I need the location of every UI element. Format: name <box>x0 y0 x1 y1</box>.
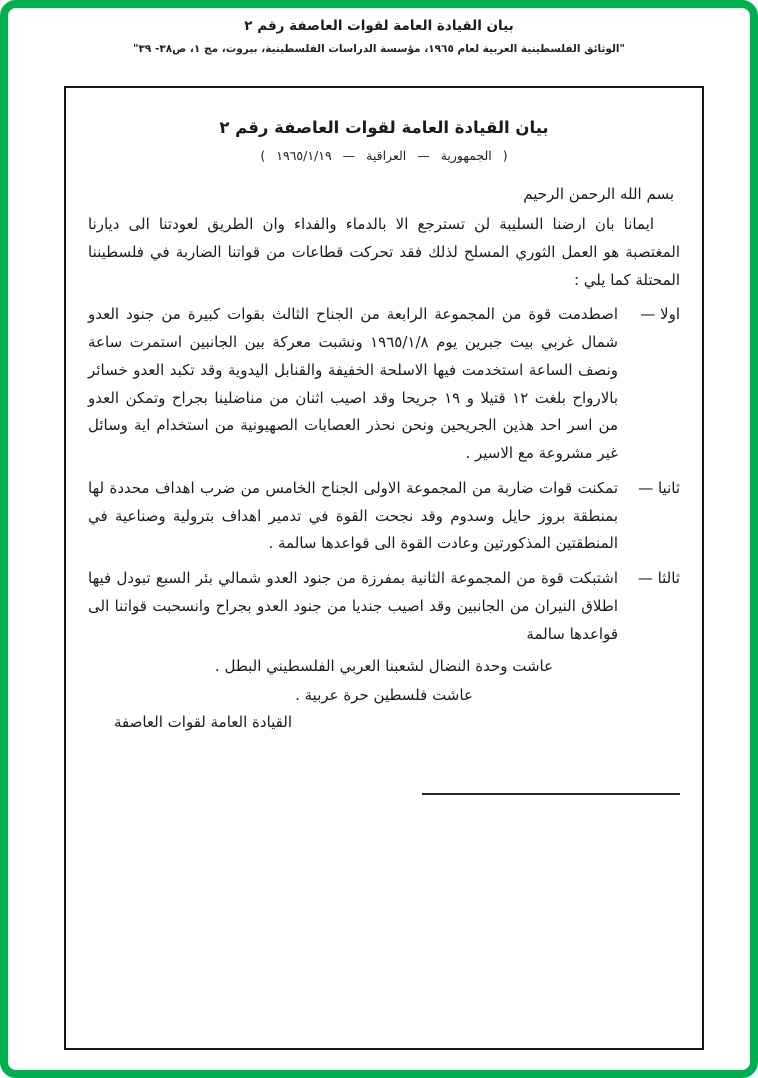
item-text: اشتبكت قوة من المجموعة الثانية بمفرزة من جنود العدو شمالي بئر السبع تبودل فيها اطلاق النيران من الجانبين وقد اصيب جنديا من جنود العدو بجراح وانسحبت قواتنا الى قواعدها سالمة <box>88 569 618 643</box>
item-label: ثانيا — <box>638 478 680 497</box>
source-citation: "الوثائق الفلسطينية العربية لعام ١٩٦٥، مؤسسة الدراسات الفلسطينية، بيروت، مج ١، ص٣٨- ٣٩" <box>132 43 625 55</box>
document-scan <box>64 86 704 1050</box>
item-label: اولا — <box>640 305 680 324</box>
signature-divider-line <box>422 793 680 795</box>
page-title: بيان القيادة العامة لقوات العاصفة رقم ٢ <box>244 18 514 34</box>
item-text: اصطدمت قوة من المجموعة الرابعة من الجناح الثالث بقوات كبيرة من جنود العدو شمال غربي بيت جبرين يوم ١٩٦٥/١/٨ ونشبت معركة بين الجانبين استمرت ساعة ونصف الساعة استخدمت فيها الاسلحة الخفيفة والقنابل اليدوية وقد تكبد العدو خسائر بالارواح بلغت ١٢ قتيلا و ١٩ جريحا وقد اصيب اثنان من مناضلينا بجراح وتمكن العدو من اسر احد هذين الجريحين ونحن نحذر العصابات الصهيونية من استخدام اية وسائل غير مشروعة مع الاسير . <box>88 305 618 462</box>
list-item-third <box>88 565 680 648</box>
closing-line: عاشت وحدة النضال لشعبنا العربي الفلسطيني البطل . <box>214 657 554 676</box>
basmala-line: بسم الله الرحمن الرحيم <box>523 185 674 203</box>
item-text: تمكنت قوات ضاربة من المجموعة الاولى الجناح الخامس من ضرب اهداف محددة لها بمنطقة بروز حايل وسدوم وقد نجحت القوة في تدمير اهداف بترولية وصناعية في المنطقتين المذكورتين وعادت القوة الى قواعدها سالمة . <box>88 478 618 553</box>
list-item-second <box>88 475 680 558</box>
closing-line: عاشت فلسطين حرة عربية . <box>295 685 473 704</box>
list-item-first <box>88 301 680 468</box>
outer-header <box>8 8 750 55</box>
signature-text: القيادة العامة لقوات العاصفة <box>114 713 292 732</box>
document-subtitle: ( الجمهورية — العراقية — ١٩٦٥/١/١٩ ) <box>260 148 508 163</box>
closing-lines <box>88 652 680 709</box>
intro-paragraph: ايمانا بان ارضنا السليبة لن تسترجع الا بالدماء والفداء وان الطريق لعودتنا الى ديارنا المغتصبة هو العمل الثوري المسلح لذلك فقد تحركت قطاعات من قواتنا الضاربة في فلسطيننا المحتلة كما يلي : <box>88 215 680 289</box>
item-label: ثالثا — <box>637 569 680 587</box>
document-title: بيان القيادة العامة لقوات العاصفة رقم ٢ <box>219 118 549 137</box>
